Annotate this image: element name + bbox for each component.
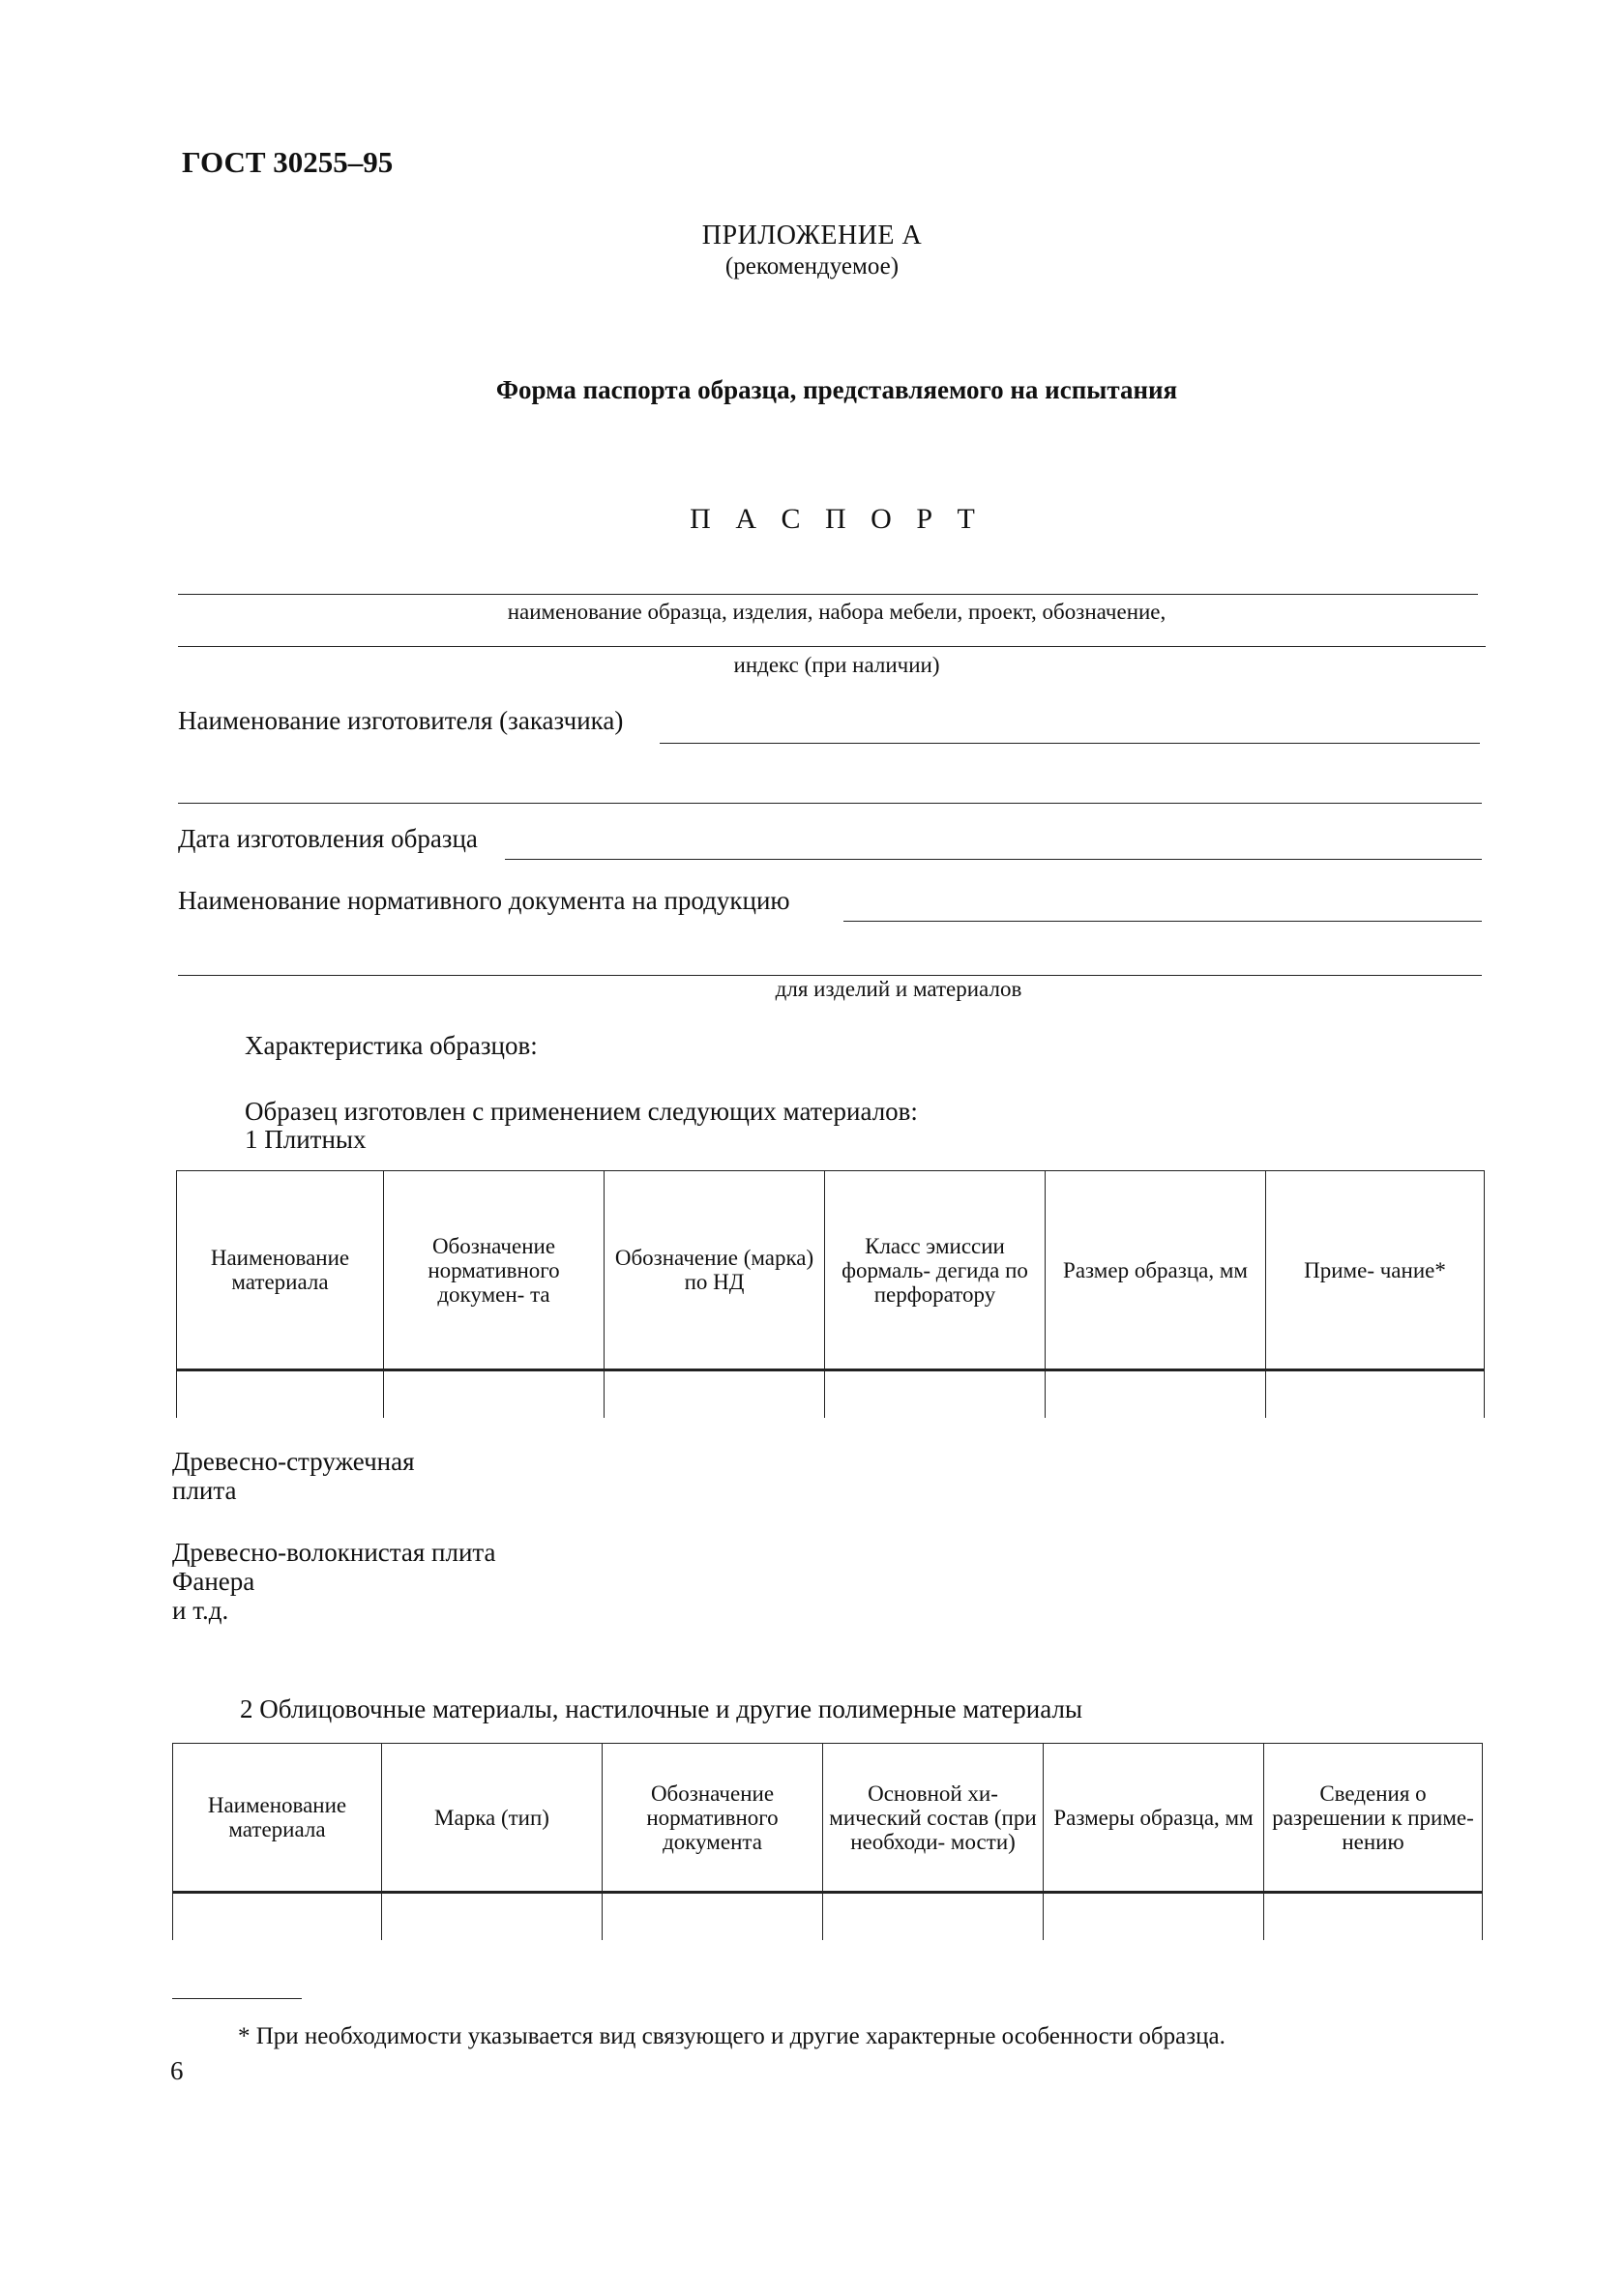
name-caption: наименование образца, изделия, набора мебели, проект, обозначение, <box>507 600 1166 624</box>
date-blank-line <box>505 859 1482 860</box>
page-number: 6 <box>170 2056 184 2085</box>
header-cell: Обозначение нормативного докумен- та <box>384 1171 605 1370</box>
characteristics-label: Характеристика образцов: <box>245 1031 538 1060</box>
example-etc: и т.д. <box>172 1596 229 1625</box>
empty-cell <box>1266 1370 1485 1419</box>
empty-cell <box>603 1893 823 1941</box>
header-cell: Обозначение (марка) по НД <box>605 1171 825 1370</box>
date-label: Дата изготовления образца <box>178 824 478 853</box>
empty-cell <box>1044 1893 1264 1941</box>
example-chipboard-cont: плита <box>172 1476 237 1505</box>
header-cell: Марка (тип) <box>382 1744 603 1893</box>
empty-cell <box>173 1893 382 1941</box>
header-cell: Размеры образца, мм <box>1044 1744 1264 1893</box>
empty-cell <box>384 1370 605 1419</box>
slab-materials-table <box>176 1170 1485 1418</box>
normdoc-label: Наименование нормативного документа на продукцию <box>178 886 790 915</box>
header-cell: Приме- чание* <box>1266 1171 1485 1370</box>
empty-cell <box>382 1893 603 1941</box>
normdoc-blank-line <box>843 921 1482 922</box>
empty-cell <box>825 1370 1046 1419</box>
header-cell: Основной хи- мический состав (при необходи- мости) <box>823 1744 1044 1893</box>
index-caption: индекс (при наличии) <box>733 653 940 677</box>
header-cell: Наименование материала <box>177 1171 384 1370</box>
normdoc-caption: для изделий и материалов <box>775 977 1022 1001</box>
example-chipboard: Древесно-стружечная <box>172 1447 415 1476</box>
footnote-rule <box>172 1998 302 1999</box>
footnote: * При необходимости указывается вид связующего и другие характерные особенности образца. <box>238 2023 1225 2049</box>
header-cell: Обозначение нормативного документа <box>603 1744 823 1893</box>
name-blank-line <box>178 594 1478 595</box>
header-cell: Наименование материала <box>173 1744 382 1893</box>
appendix-title: ПРИЛОЖЕНИЕ А <box>701 221 923 250</box>
materials-intro: Образец изготовлен с применением следующих материалов: <box>245 1097 918 1126</box>
empty-cell <box>823 1893 1044 1941</box>
example-plywood: Фанера <box>172 1567 255 1596</box>
manufacturer-blank-line <box>660 743 1480 744</box>
example-fiberboard: Древесно-волокнистая плита <box>172 1538 496 1567</box>
form-title: Форма паспорта образца, представляемого на испытания <box>495 375 1178 404</box>
passport-title: П А С П О Р Т <box>690 503 984 535</box>
index-blank-line <box>178 646 1486 647</box>
normdoc-blank-line-2 <box>178 975 1482 976</box>
appendix-subtitle: (рекомендуемое) <box>724 253 900 280</box>
empty-cell <box>605 1370 825 1419</box>
empty-cell <box>177 1370 384 1419</box>
empty-cell <box>1264 1893 1483 1941</box>
header-cell: Класс эмиссии формаль- дегида по перфоратору <box>825 1171 1046 1370</box>
section2-title: 2 Облицовочные материалы, настилочные и другие полимерные материалы <box>240 1694 1083 1723</box>
header-cell: Размер образца, мм <box>1046 1171 1266 1370</box>
section1-title: 1 Плитных <box>245 1125 367 1154</box>
polymer-materials-table <box>172 1743 1483 1940</box>
empty-cell <box>1046 1370 1266 1419</box>
standard-code: ГОСТ 30255–95 <box>182 145 394 179</box>
header-cell: Сведения о разрешении к приме- нению <box>1264 1744 1483 1893</box>
manufacturer-blank-line-2 <box>178 803 1482 804</box>
manufacturer-label: Наименование изготовителя (заказчика) <box>178 706 624 735</box>
